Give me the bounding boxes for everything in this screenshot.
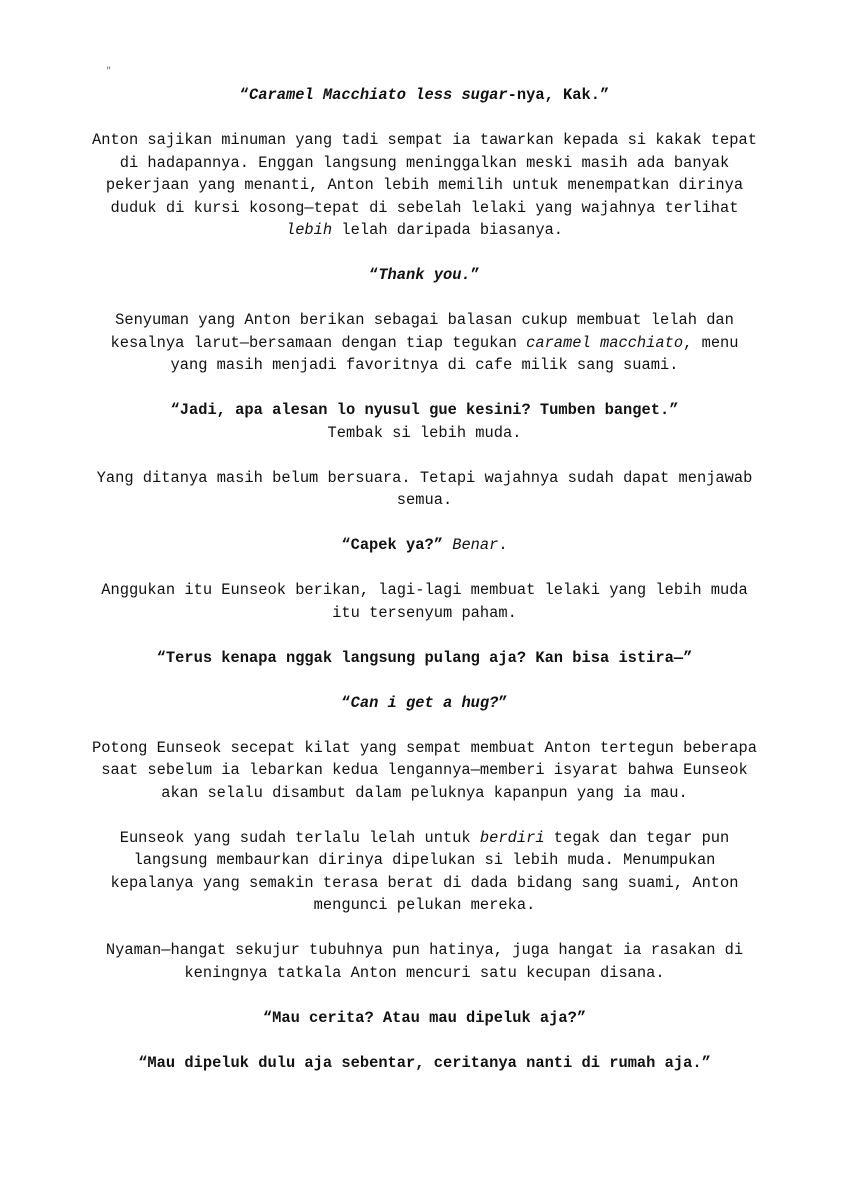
text-run: Potong Eunseok secepat kilat yang sempat membuat Anton tertegun beberapa saat sebelum ia lebarkan kedua lengannya—memberi isyarat bahwa Eunseok akan selalu disambut dalam peluknya kapanpun yang ia mau. [92, 738, 757, 802]
paragraph-p4 [90, 309, 759, 377]
paragraph-p12 [90, 827, 759, 917]
text-run: Thank you. [378, 266, 471, 284]
text-run: “Capek ya?” [341, 536, 443, 554]
text-run: Caramel Macchiato less sugar [249, 86, 508, 104]
text-run: “Terus kenapa nggak langsung pulang aja? Kan bisa istira—” [156, 648, 693, 667]
paragraph-p2 [90, 129, 759, 242]
text-run: Benar [452, 536, 499, 554]
text-run: ” [470, 266, 480, 284]
text-run: , menu yang masih menjadi favoritnya di cafe milik sang suami. [170, 333, 739, 374]
paragraph-p8 [90, 579, 759, 624]
text-run: “Jadi, apa alesan lo nyusul gue kesini? Tumben banget.” [170, 401, 679, 419]
text-run: tegak dan tegar pun langsung membaurkan dirinya dipelukan si lebih muda. Menumpukan kepalanya yang semakin terasa berat di dada bidang sang suami, Anton mengunci pelukan mereka. [110, 828, 739, 914]
text-run: berdiri [479, 828, 545, 847]
paragraph-p9 [90, 647, 759, 670]
text-run: Senyuman yang Anton berikan sebagai balasan cukup membuat lelah dan kesalnya larut—bersamaan dengan tiap tegukan [110, 311, 734, 352]
paragraph-p1 [90, 84, 759, 107]
paragraph-p6 [90, 467, 759, 512]
text-run [443, 536, 452, 554]
paragraph-p15 [90, 1052, 759, 1075]
paragraph-p11 [90, 737, 759, 805]
text-run: -nya, Kak.” [507, 86, 610, 104]
text-run: Can i get a hug? [350, 693, 499, 712]
text-run: caramel macchiato [526, 333, 684, 352]
text-run: “ [369, 266, 379, 284]
text-run: Anggukan itu Eunseok berikan, lagi-lagi membuat lelaki yang lebih muda itu tersenyum paham. [101, 581, 748, 622]
text-run: Yang ditanya masih belum bersuara. Tetapi wajahnya sudah dapat menjawab semua. [96, 468, 753, 509]
text-run: lebih [285, 221, 333, 239]
paragraph-p5a [90, 399, 759, 422]
text-run: “ [239, 86, 250, 104]
text-run: . [498, 536, 508, 554]
paragraph-p5b [90, 422, 759, 445]
text-run: “Mau dipeluk dulu aja sebentar, ceritanya nanti di rumah aja.” [138, 1053, 711, 1072]
text-run: Anton sajikan minuman yang tadi sempat ia tawarkan kepada si kakak tepat di hadapannya. Enggan langsung meninggalkan meski masih ada banyak pekerjaan yang menanti, Anton lebih memilih untuk menempatkan dirinya duduk di kursi kosong—tepat di sebelah lelaki yang wajahnya terlihat [92, 131, 757, 217]
text-run: Eunseok yang sudah terlalu lelah untuk [119, 828, 480, 847]
text-run: Tembak si lebih muda. [327, 423, 522, 442]
text-run: “Mau cerita? Atau mau dipeluk aja?” [262, 1008, 587, 1027]
text-run: Nyaman—hangat sekujur tubuhnya pun hatinya, juga hangat ia rasakan di keningnya tatkala Anton mencuri satu kecupan disana. [105, 941, 744, 982]
story-text [90, 84, 759, 1097]
paragraph-p14 [90, 1007, 759, 1030]
text-run: “ [341, 693, 351, 712]
corner-quote-mark: " [106, 66, 112, 76]
text-run: ” [498, 693, 508, 712]
paragraph-p7 [90, 534, 759, 557]
paragraph-p10 [90, 692, 759, 715]
paragraph-p3 [90, 264, 759, 287]
paragraph-p13 [90, 939, 759, 984]
text-run: lelah daripada biasanya. [332, 221, 564, 239]
